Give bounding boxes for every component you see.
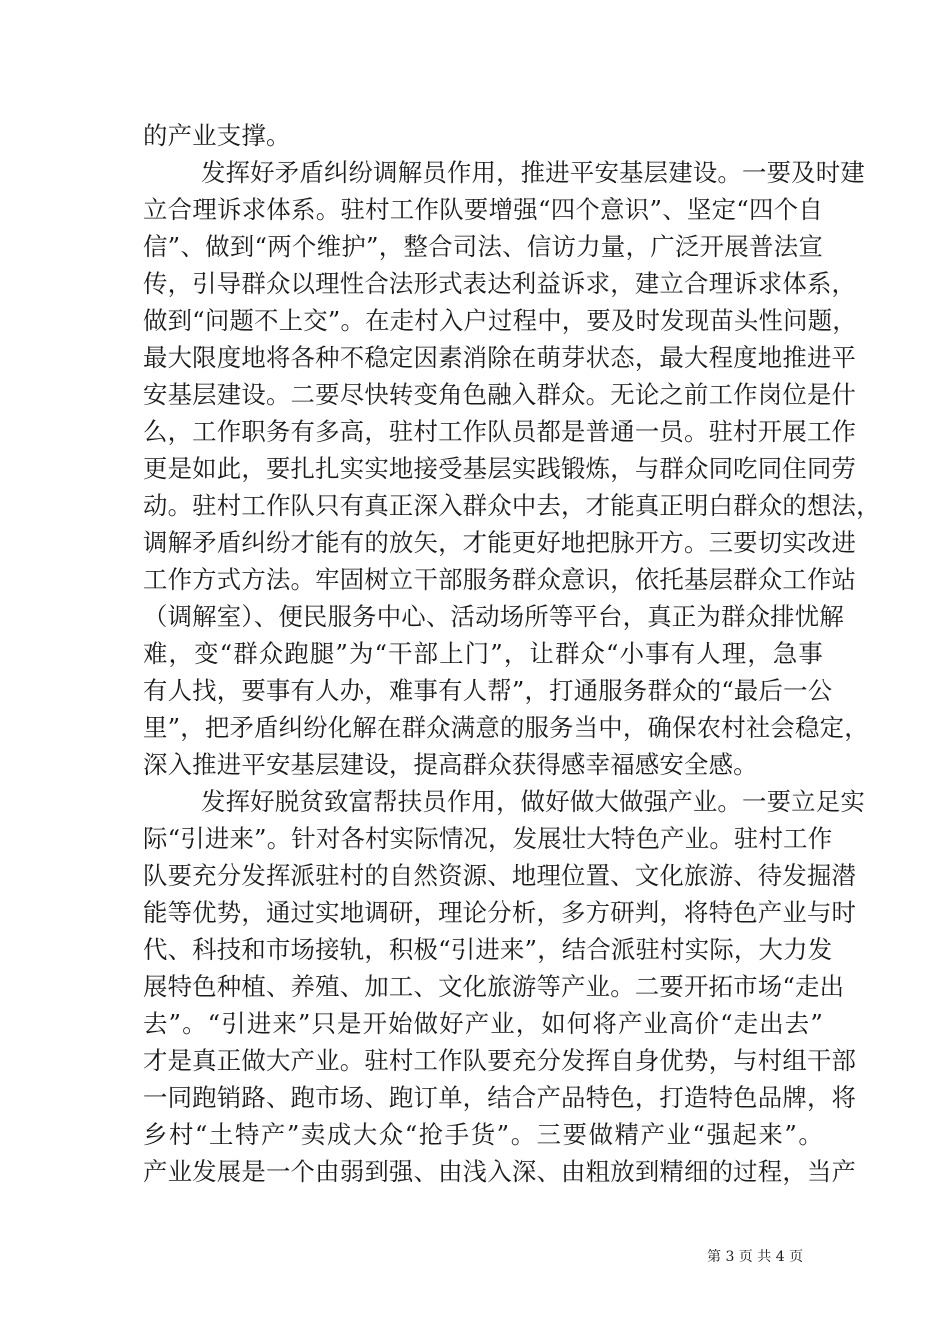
text-line: 最大限度地将各种不稳定因素消除在萌芽状态，最大程度地推进平 [143,343,857,372]
text-line: 做到“问题不上交”。在走村入户过程中，要及时发现苗头性问题， [143,306,857,335]
text-line: 动。驻村工作队只有真正深入群众中去，才能真正明白群众的想法， [143,491,881,520]
text-line: 去”。“引进来”只是开始做好产业，如何将产业高价“走出去” [143,1009,823,1038]
text-line: 的产业支撑。 [143,121,291,150]
text-line: 传，引导群众以理性合法形式表达利益诉求，建立合理诉求体系， [143,269,857,298]
page-number: 第 3 页 共 4 页 [707,1249,804,1265]
text-line: 有人找，要事有人办，难事有人帮”，打通服务群众的“最后一公 [143,676,833,705]
text-line: 乡村“土特产”卖成大众“抢手货”。三要做精产业“强起来”。 [143,1120,823,1149]
paragraph-start-line: 发挥好脱贫致富帮扶员作用，做好做大做强产业。一要立足实 [201,787,865,816]
text-line: 一同跑销路、跑市场、跑订单，结合产品特色，打造特色品牌，将 [143,1083,857,1112]
text-line: 调解矛盾纠纷才能有的放矢，才能更好地把脉开方。三要切实改进 [143,528,857,557]
text-line: 工作方式方法。牢固树立干部服务群众意识，依托基层群众工作站 [143,565,857,594]
text-line: 么，工作职务有多高，驻村工作队员都是普通一员。驻村开展工作 [143,417,857,446]
text-line: 才是真正做大产业。驻村工作队要充分发挥自身优势，与村组干部 [143,1046,857,1075]
text-line: 队要充分发挥派驻村的自然资源、地理位置、文化旅游、待发掘潜 [143,861,857,890]
paragraph-start-line: 发挥好矛盾纠纷调解员作用，推进平安基层建设。一要及时建 [201,158,865,187]
text-line: 立合理诉求体系。驻村工作队要增强“四个意识”、坚定“四个自 [143,195,823,224]
text-line: （调解室）、便民服务中心、活动场所等平台，真正为群众排忧解 [143,602,844,631]
text-line: 难，变“群众跑腿”为“干部上门”，让群众“小事有人理，急事 [143,639,823,668]
text-line: 产业发展是一个由弱到强、由浅入深、由粗放到精细的过程，当产 [143,1157,857,1186]
text-line: 际“引进来”。针对各村实际情况，发展壮大特色产业。驻村工作 [143,824,833,853]
text-line: 代、科技和市场接轨，积极“引进来”，结合派驻村实际，大力发 [143,935,833,964]
text-line: 安基层建设。二要尽快转变角色融入群众。无论之前工作岗位是什 [143,380,857,409]
text-line: 能等优势，通过实地调研，理论分析，多方研判，将特色产业与时 [143,898,857,927]
text-line: 信”、做到“两个维护”，整合司法、信访力量，广泛开展普法宣 [143,232,823,261]
text-line: 展特色种植、养殖、加工、文化旅游等产业。二要开拓市场“走出 [143,972,845,1001]
paragraph-end-line: 深入推进平安基层建设，提高群众获得感幸福感安全感。 [143,750,758,779]
text-line: 更是如此，要扎扎实实地接受基层实践锻炼，与群众同吃同住同劳 [143,454,857,483]
text-line: 里”，把矛盾纠纷化解在群众满意的服务当中，确保农村社会稳定， [143,713,869,742]
